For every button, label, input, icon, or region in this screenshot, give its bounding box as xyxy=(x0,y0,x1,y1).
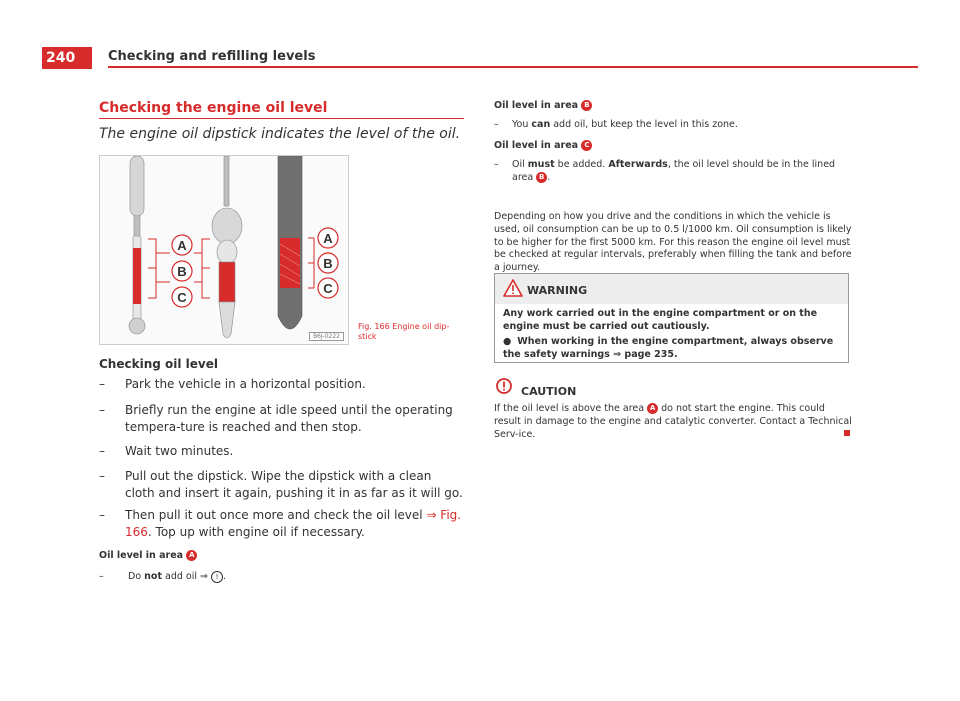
area-b-heading: Oil level in area B xyxy=(494,100,592,111)
figure-reference-link[interactable]: ⇒ Fig. 166 xyxy=(125,508,462,539)
dipstick-figure xyxy=(99,155,349,345)
section-subtitle: The engine oil dipstick indicates the level of the oil. xyxy=(99,126,461,142)
step-text: Briefly run the engine at idle speed until the operating tempera-ture is reached and then stop. xyxy=(125,403,453,434)
procedure-heading: Checking oil level xyxy=(99,357,218,371)
caution-ref-icon[interactable]: ! xyxy=(211,571,223,583)
warning-body xyxy=(503,308,843,361)
bullet: ● xyxy=(503,336,512,347)
area-a-badge: A xyxy=(186,550,197,561)
area-b-badge: B xyxy=(581,100,592,111)
step-text: Wait two minutes. xyxy=(125,444,234,458)
running-title: Checking and refilling levels xyxy=(108,49,316,64)
step-text: Pull out the dipstick. Wipe the dipstick with a clean cloth and insert it again, pushing it in as far as it will go. xyxy=(125,469,463,500)
section-rule xyxy=(99,118,464,119)
procedure-step xyxy=(99,468,464,502)
area-c-line: – Oil must be added. Afterwards, the oil level should be in the lined area B . xyxy=(494,159,836,183)
caution-area-a-badge: A xyxy=(647,403,658,414)
warning-triangle-icon xyxy=(503,279,523,297)
area-b-line: – You can add oil, but keep the level in this zone. xyxy=(494,119,738,130)
step-text: Then pull it out once more and check the oil level ⇒ Fig. 166. Top up with engine oil if necessary. xyxy=(125,508,462,539)
figure-label-b: B xyxy=(177,264,187,279)
section-title: Checking the engine oil level xyxy=(99,100,328,116)
step-dash: – xyxy=(99,377,105,391)
figure-code: B6J-0222 xyxy=(309,332,344,341)
area-c-heading: Oil level in area C xyxy=(494,140,592,151)
end-of-section-mark xyxy=(844,430,850,436)
step-dash: – xyxy=(99,469,105,483)
caution-circle-icon xyxy=(496,378,512,394)
caution-body: If the oil level is above the area A do not start the engine. This could result in damage to the engine and catalytic converter. Contact a Technical Serv-ice. xyxy=(494,403,852,440)
figure-caption-line1: Fig. 166 Engine oil dip- xyxy=(358,322,450,331)
page-number: 240 xyxy=(42,47,92,69)
figure-caption xyxy=(358,322,468,342)
figure-label-c: C xyxy=(177,290,187,305)
warning-box xyxy=(494,273,849,363)
figure-caption-line2: stick xyxy=(358,332,377,341)
caution-title: CAUTION xyxy=(521,385,577,398)
header-rule xyxy=(108,66,918,68)
warning-title: WARNING xyxy=(527,284,588,297)
figure-label-b-right: B xyxy=(323,256,333,271)
area-a-heading: Oil level in area A xyxy=(99,550,197,561)
procedure-step xyxy=(99,376,464,393)
warning-line1: Any work carried out in the engine compartment or on the engine must be carried out cautiously. xyxy=(503,308,818,332)
dipstick-illustration xyxy=(100,156,348,344)
procedure-step xyxy=(99,402,464,436)
area-c-badge: C xyxy=(581,140,592,151)
area-b-badge-inline: B xyxy=(536,172,547,183)
step-dash: – xyxy=(99,444,105,458)
warning-header xyxy=(495,274,848,304)
consumption-paragraph: Depending on how you drive and the conditions in which the vehicle is used, oil consumption can be up to 0.5 l/1000 km. Oil consumption is likely to be higher for the first 5000 km. For this reason the engine oil level must be checked at regular intervals, preferably when filling the tank and before a journey. xyxy=(494,211,852,274)
figure-label-a-right: A xyxy=(323,231,333,246)
procedure-step xyxy=(99,443,464,460)
figure-label-a: A xyxy=(177,238,187,253)
figure-label-c-right: C xyxy=(323,281,333,296)
procedure-step xyxy=(99,507,464,541)
area-a-line: – Do not add oil ⇒ ! . xyxy=(99,571,227,582)
step-dash: – xyxy=(99,403,105,417)
step-dash: – xyxy=(99,508,105,522)
warning-bullet-line: ● When working in the engine compartment, always observe the safety warnings ⇒ page 235. xyxy=(503,336,834,360)
step-text: Park the vehicle in a horizontal position. xyxy=(125,377,366,391)
